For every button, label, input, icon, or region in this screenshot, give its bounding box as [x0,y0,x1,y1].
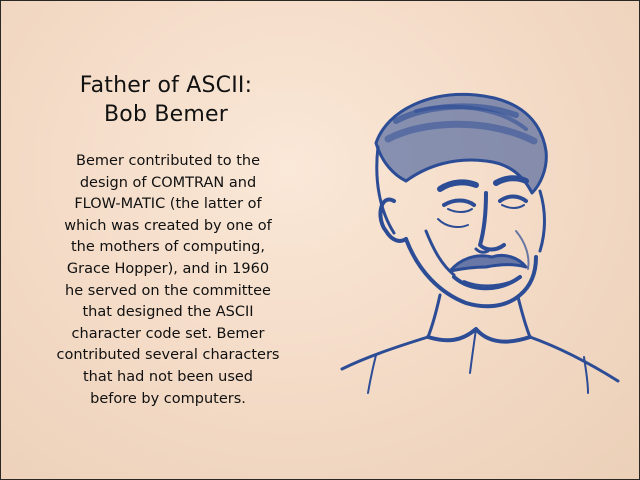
right-eye [500,197,526,202]
left-eyebrow [440,182,476,189]
right-eyebrow [496,178,526,183]
body-line: design of COMTRAN and [79,174,257,191]
shoulders [342,337,428,369]
title-line-1: Father of ASCII: [79,73,253,98]
portrait-sketch [336,81,626,401]
body-line: contributed several characters [56,347,280,364]
title-line-2: Bob Bemer [104,102,228,127]
slide-body-text [37,151,299,410]
slide-title [21,71,311,129]
ear [380,199,406,240]
body-line: the mothers of computing, [71,239,265,256]
body-line: he served on the committee [65,282,271,299]
body-line: that had not been used [82,368,253,385]
collar [428,329,530,342]
left-eye [444,201,474,206]
moustache [450,255,526,271]
jaw [406,239,536,306]
body-line: Bemer contributed to the [76,153,260,169]
body-line: that designed the ASCII [82,304,254,321]
body-line: Grace Hopper), and in 1960 [66,260,270,277]
body-line: character code set. Bemer [71,325,265,342]
body-line: before by computers. [90,390,246,407]
neck [428,295,440,337]
body-line: which was created by one of [64,217,272,234]
body-line: FLOW-MATIC (the latter of [74,196,262,213]
